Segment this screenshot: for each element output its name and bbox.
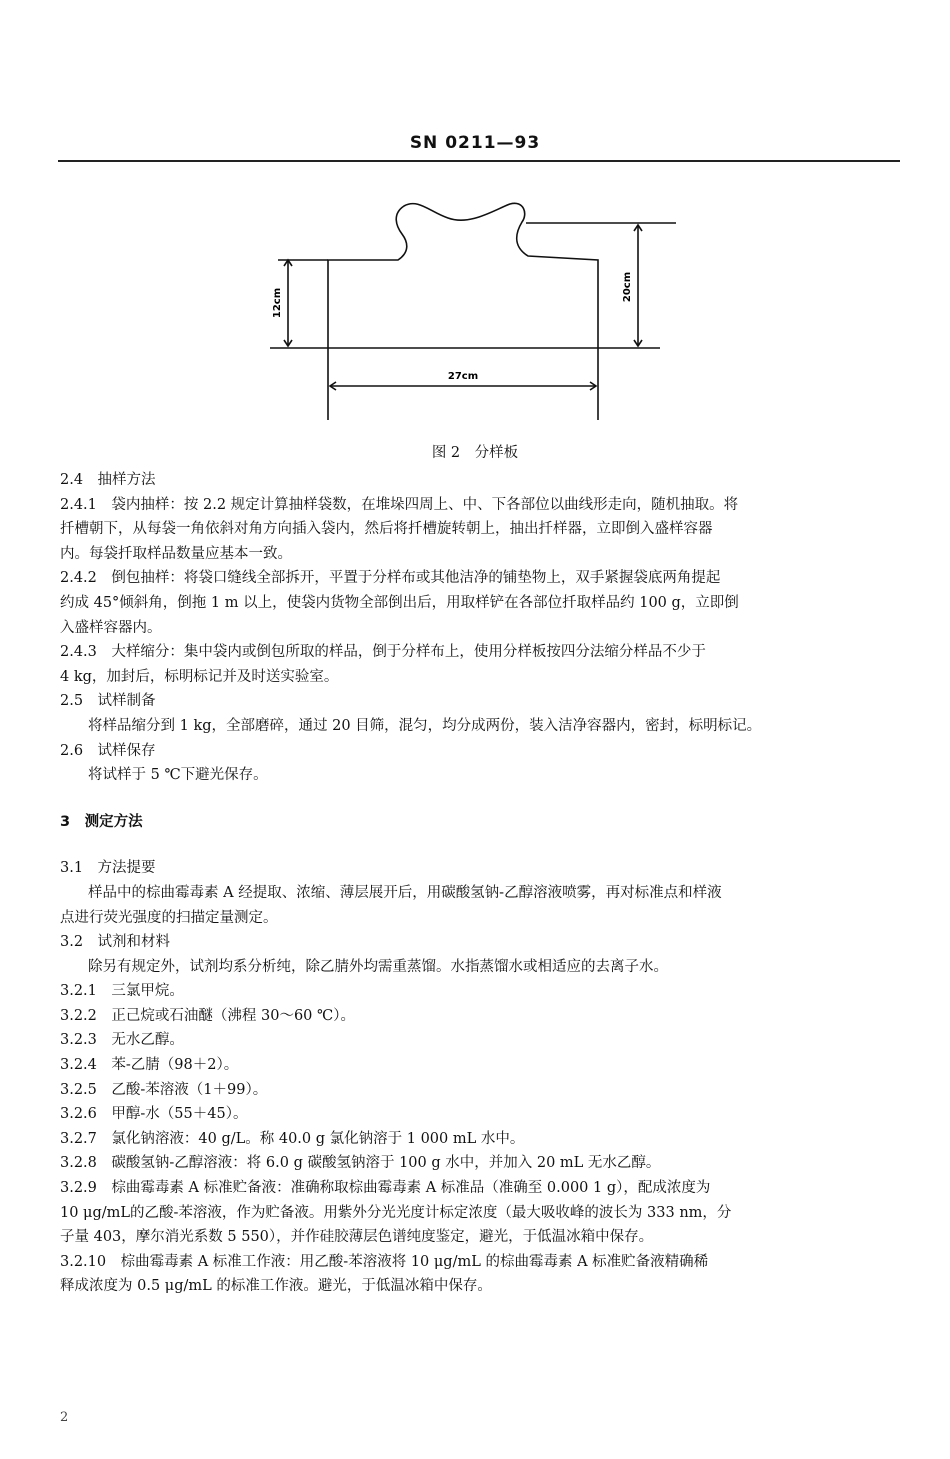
item-3-2-10-l2: 释成浓度为 0.5 μg/mL 的标准工作液。避光，于低温冰箱中保存。 (60, 1278, 492, 1295)
sample-board-drawing (258, 190, 688, 430)
para-2-4-2-l3: 入盛样容器内。 (60, 619, 162, 636)
para-2-4-3-l1: 2.4.3 大样缩分：集中袋内或倒包所取的样品，倒于分样布上，使用分样板按四分法缩分样品不少于 (60, 644, 706, 661)
item-3-2-4: 3.2.4 苯-乙腈（98＋2）。 (60, 1057, 239, 1074)
section-gap (60, 788, 892, 810)
para-2-4-1-l2: 扦槽朝下，从每袋一角依斜对角方向插入袋内，然后将扦槽旋转朝上，抽出扦样器，立即倒入盛样容器 (60, 521, 713, 538)
label-20cm: 20cm (622, 271, 633, 303)
heading-2-5: 2.5 试样制备 (60, 693, 156, 710)
label-12cm: 12cm (272, 287, 283, 319)
para-3-1-l1: 样品中的棕曲霉毒素 A 经提取、浓缩、薄层展开后，用碳酸氢钠-乙醇溶液喷雾，再对标准点和样液 (88, 884, 722, 901)
sample-board-figure (258, 190, 688, 430)
item-3-2-1: 3.2.1 三氯甲烷。 (60, 983, 184, 1000)
item-3-2-5: 3.2.5 乙酸-苯溶液（1＋99）。 (60, 1081, 268, 1098)
body-text (60, 468, 892, 1299)
page-number: 2 (60, 1410, 69, 1425)
para-2-4-1-l1: 2.4.1 袋内抽样：按 2.2 规定计算抽样袋数，在堆垛四周上、中、下各部位以曲线形走向，随机抽取。将 (60, 496, 739, 513)
para-2-5: 将样品缩分到 1 kg，全部磨碎，通过 20 目筛，混匀，均分成两份，装入洁净容器内，密封，标明标记。 (88, 717, 762, 734)
document-code-header: SN 0211—93 (409, 133, 541, 153)
item-3-2-3: 3.2.3 无水乙醇。 (60, 1032, 184, 1049)
para-2-6: 将试样于 5 ℃下避光保存。 (88, 767, 268, 784)
heading-2-6: 2.6 试样保存 (60, 742, 156, 759)
para-2-4-2-l1: 2.4.2 倒包抽样：将袋口缝线全部拆开，平置于分样布或其他洁净的铺垫物上，双手紧握袋底两角提起 (60, 570, 721, 587)
item-3-2-9-l1: 3.2.9 棕曲霉毒素 A 标准贮备液：准确称取棕曲霉毒素 A 标准品（准确至 0.000 1 g），配成浓度为 (60, 1180, 711, 1197)
label-27cm: 27cm (447, 371, 479, 382)
para-3-2: 除另有规定外，试剂均系分析纯，除乙腈外均需重蒸馏。水指蒸馏水或相适应的去离子水。 (88, 958, 668, 975)
item-3-2-8: 3.2.8 碳酸氢钠-乙醇溶液：将 6.0 g 碳酸氢钠溶于 100 g 水中，并加入 20 mL 无水乙醇。 (60, 1155, 661, 1172)
item-3-2-6: 3.2.6 甲醇-水（55＋45）。 (60, 1106, 248, 1123)
heading-3: 3 测定方法 (60, 813, 143, 830)
heading-3-2: 3.2 试剂和材料 (60, 934, 171, 951)
para-3-1-l2: 点进行荧光强度的扫描定量测定。 (60, 909, 278, 926)
section-gap (60, 834, 892, 856)
item-3-2-9-l2: 10 μg/mL的乙酸-苯溶液，作为贮备液。用紫外分光光度计标定浓度（最大吸收峰的波长为 333 nm，分 (60, 1204, 732, 1221)
item-3-2-2: 3.2.2 正己烷或石油醚（沸程 30～60 ℃）。 (60, 1007, 355, 1024)
item-3-2-9-l3: 子量 403，摩尔消光系数 5 550），并作硅胶薄层色谱纯度鉴定，避光，于低温冰箱中保存。 (60, 1229, 654, 1246)
figure-caption: 图 2 分样板 (431, 445, 519, 461)
para-2-4-1-l3: 内。每袋扦取样品数量应基本一致。 (60, 545, 292, 562)
item-3-2-10-l1: 3.2.10 棕曲霉毒素 A 标准工作液：用乙酸-苯溶液将 10 μg/mL 的棕曲霉毒素 A 标准贮备液精确稀 (60, 1253, 709, 1270)
board-outline (328, 203, 598, 348)
header-rule (58, 160, 900, 162)
item-3-2-7: 3.2.7 氯化钠溶液：40 g/L。称 40.0 g 氯化钠溶于 1 000 mL 水中。 (60, 1130, 525, 1147)
para-2-4-3-l2: 4 kg，加封后，标明标记并及时送实验室。 (60, 668, 339, 685)
para-2-4-2-l2: 约成 45°倾斜角，倒拖 1 m 以上，使袋内货物全部倒出后，用取样铲在各部位扦取样品约 100 g，立即倒 (60, 594, 739, 611)
heading-3-1: 3.1 方法提要 (60, 860, 156, 877)
heading-2-4: 2.4 抽样方法 (60, 472, 156, 488)
